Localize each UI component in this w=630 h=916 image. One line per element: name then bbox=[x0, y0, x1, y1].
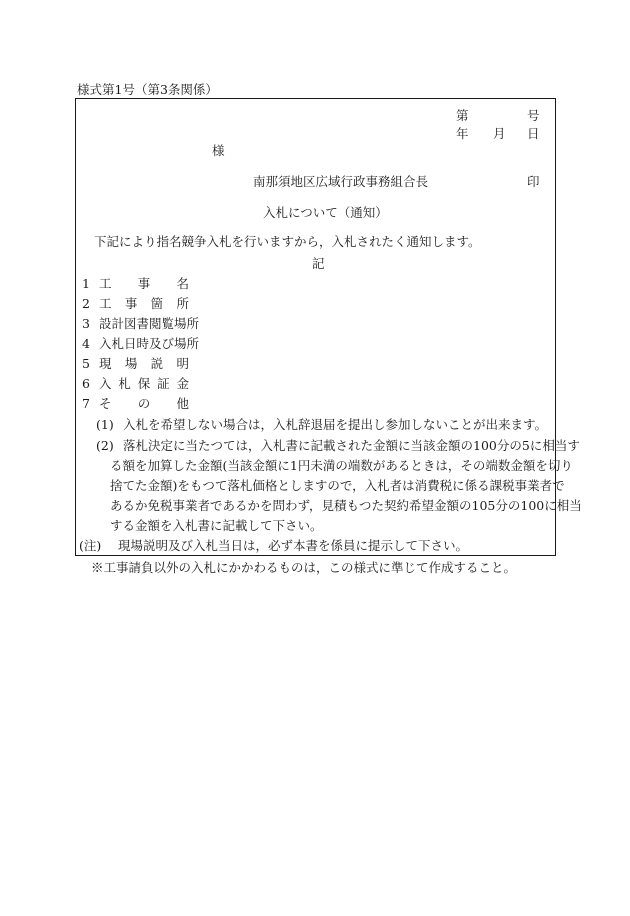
item-char: 所 bbox=[176, 296, 189, 311]
date-month: 月 bbox=[493, 126, 506, 141]
date-day: 日 bbox=[527, 126, 540, 141]
item-number: 5 bbox=[82, 356, 90, 371]
sub-item-text: あるか免税事業者であるかを問わず，見積もつた契約希望金額の105分の100に相当 bbox=[110, 498, 582, 513]
item-label bbox=[99, 378, 189, 391]
list-item bbox=[82, 318, 92, 331]
item-char: 金 bbox=[176, 376, 189, 391]
item-char: 事 bbox=[137, 276, 151, 291]
form-label: 様式第1号（第3条関係） bbox=[77, 82, 218, 97]
number-suffix: 号 bbox=[527, 108, 540, 123]
sub-item-text: する金額を入札書に記載して下さい。 bbox=[110, 518, 323, 533]
number-prefix: 第 bbox=[456, 108, 469, 123]
item-number: 6 bbox=[82, 376, 90, 391]
item-char: 工 bbox=[99, 276, 112, 291]
item-char: 場 bbox=[124, 356, 138, 371]
item-char: の bbox=[137, 396, 151, 411]
document-title: 入札について（通知） bbox=[263, 205, 388, 220]
item-number: 2 bbox=[82, 296, 90, 311]
list-item bbox=[82, 278, 92, 291]
item-char: 明 bbox=[176, 356, 189, 371]
item-label bbox=[99, 278, 189, 291]
note-label: (注) bbox=[79, 538, 102, 553]
item-label: 入札日時及び場所 bbox=[99, 336, 200, 351]
addressee-suffix: 様 bbox=[212, 143, 225, 158]
item-label bbox=[99, 298, 189, 311]
sub-item-number: (2) bbox=[96, 438, 114, 453]
form-frame bbox=[75, 98, 582, 556]
item-char: 名 bbox=[176, 276, 189, 291]
sub-item-text: 入札を希望しない場合は，入札辞退届を提出し参加しないことが出来ます。 bbox=[123, 417, 548, 432]
item-char: 説 bbox=[150, 356, 164, 371]
item-char: 事 bbox=[124, 296, 138, 311]
item-char: 工 bbox=[99, 296, 112, 311]
sub-item-text: 落札決定に当たつては，入札書に記載された金額に当該金額の100分の5に相当す bbox=[123, 438, 580, 453]
item-char: 入 bbox=[99, 376, 112, 391]
item-char: 保 bbox=[137, 376, 151, 391]
intro-text: 下記により指名競争入札を行いますから，入札されたく通知します。 bbox=[94, 234, 481, 249]
list-item bbox=[82, 298, 92, 311]
list-item bbox=[82, 338, 92, 351]
sub-item-text: る額を加算した金額(当該金額に1円未満の端数があるときは，その端数金額を切り bbox=[110, 458, 573, 473]
list-item bbox=[82, 378, 92, 391]
item-label bbox=[99, 358, 189, 371]
item-label bbox=[99, 398, 189, 411]
item-label: 設計図書閲覧場所 bbox=[99, 316, 200, 331]
list-item bbox=[82, 358, 92, 371]
sub-item-number: (1) bbox=[96, 417, 114, 432]
item-number: 7 bbox=[82, 396, 90, 411]
date-year: 年 bbox=[456, 126, 469, 141]
item-number: 4 bbox=[82, 336, 90, 351]
ki-heading: 記 bbox=[312, 256, 325, 271]
sender-name: 南那須地区広域行政事務組合長 bbox=[253, 174, 429, 189]
seal-mark: 印 bbox=[527, 174, 540, 189]
item-char: そ bbox=[99, 396, 112, 411]
footer-note: ※工事請負以外の入札にかかわるものは，この様式に準じて作成すること。 bbox=[91, 560, 517, 575]
item-char: 札 bbox=[118, 376, 131, 391]
item-char: 現 bbox=[99, 356, 112, 371]
item-number: 3 bbox=[82, 316, 90, 331]
sub-item-text: 捨てた金額)をもつて落札価格としますので，入札者は消費税に係る課税事業者で bbox=[110, 478, 565, 493]
item-number: 1 bbox=[82, 276, 90, 291]
item-char: 他 bbox=[176, 396, 189, 411]
list-item bbox=[82, 398, 92, 411]
item-char: 証 bbox=[157, 376, 170, 391]
note-text: 現場説明及び入札当日は，必ず本書を係員に提示して下さい。 bbox=[118, 538, 469, 553]
item-char: 箇 bbox=[150, 296, 164, 311]
